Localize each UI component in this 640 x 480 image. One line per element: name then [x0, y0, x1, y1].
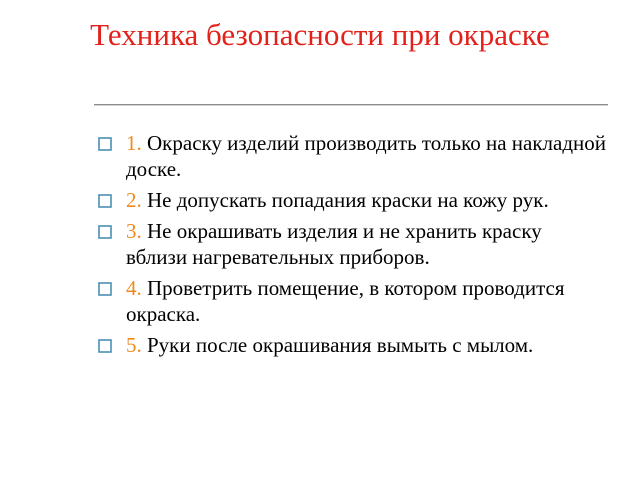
list-item — [98, 130, 608, 182]
slide-title: Техника безопасности при окраске — [90, 17, 550, 52]
item-number: 1. — [126, 131, 147, 155]
list-item — [98, 218, 608, 270]
item-number: 2. — [126, 188, 147, 212]
list-item — [98, 275, 608, 327]
list-item — [98, 187, 608, 213]
item-text: Руки после окрашивания вымыть с мылом. — [147, 333, 534, 357]
item-text: Окраску изделий производить только на накладной доске. — [126, 131, 606, 181]
item-text: Не окрашивать изделия и не хранить краску вблизи нагревательных приборов. — [126, 219, 542, 269]
hollow-square-bullet-icon — [98, 137, 112, 151]
item-number: 5. — [126, 333, 147, 357]
safety-rules-list — [98, 130, 608, 363]
list-item — [98, 332, 608, 358]
item-text: Не допускать попадания краски на кожу рук. — [147, 188, 549, 212]
hollow-square-bullet-icon — [98, 339, 112, 353]
hollow-square-bullet-icon — [98, 194, 112, 208]
item-number: 3. — [126, 219, 147, 243]
item-text: Проветрить помещение, в котором проводится окраска. — [126, 276, 565, 326]
hollow-square-bullet-icon — [98, 282, 112, 296]
item-number: 4. — [126, 276, 147, 300]
hollow-square-bullet-icon — [98, 225, 112, 239]
title-divider — [94, 104, 608, 106]
